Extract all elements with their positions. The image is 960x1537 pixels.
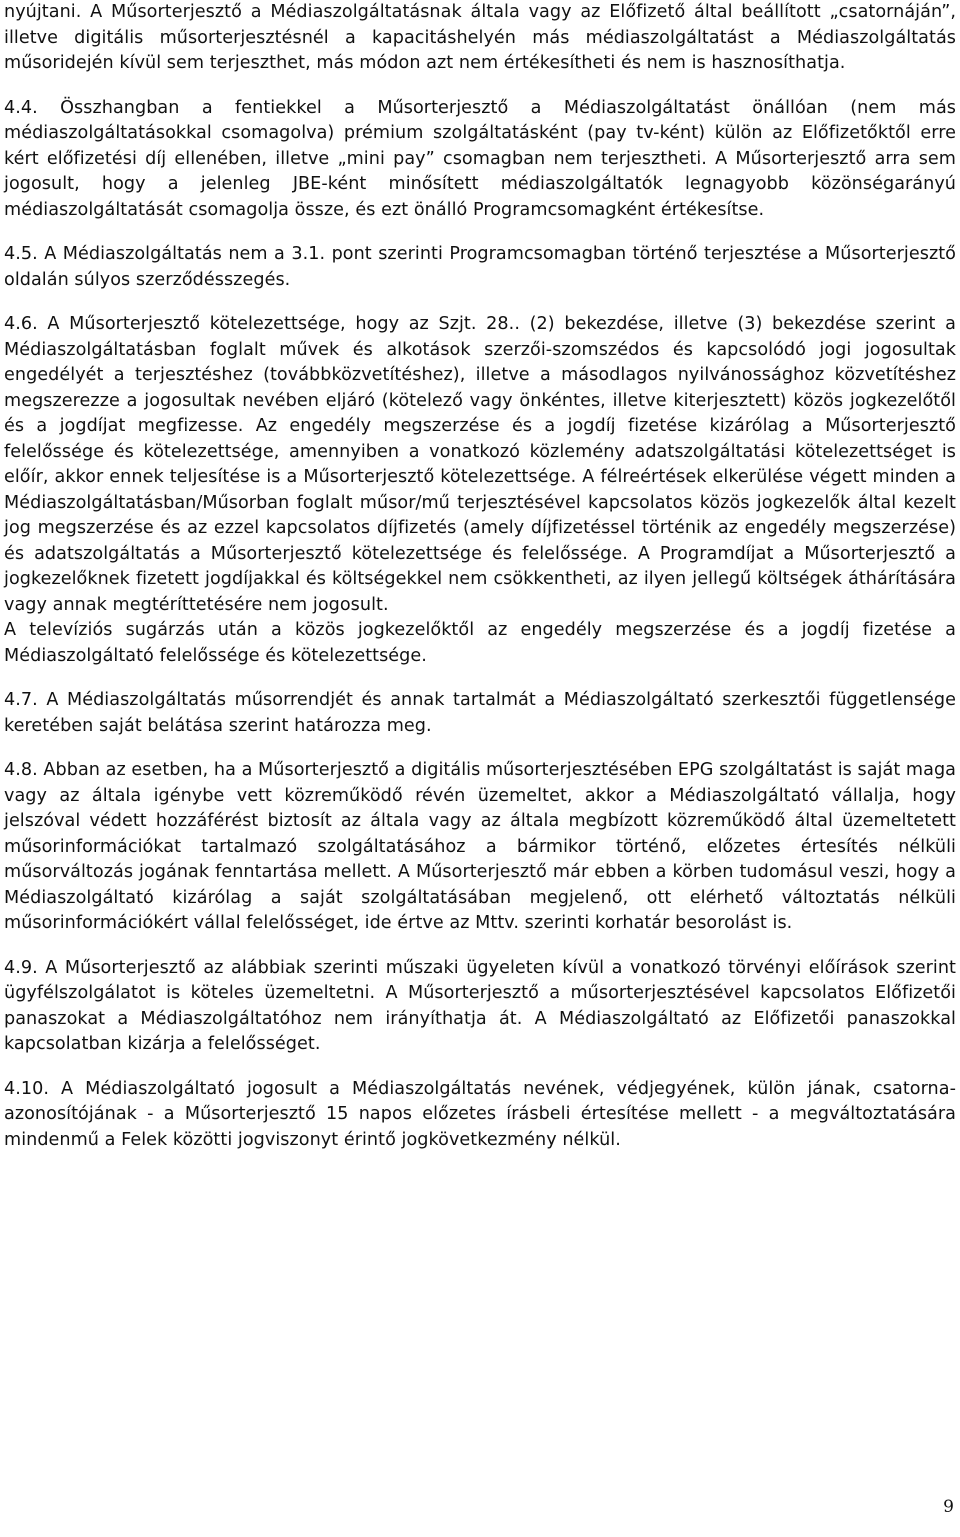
paragraph-4-6-addendum: A televíziós sugárzás után a közös jogkezelőktől az engedély megszerzése és a jogdíj fizetése a Médiaszolgáltató felelőssége és kötelezettsége.: [4, 620, 956, 666]
document-body: [4, 0, 956, 1153]
paragraph-4-4: 4.4. Összhangban a fentiekkel a Műsorterjesztő a Médiaszolgáltatást önállóan (nem más médiaszolgáltatásokkal csomagolva) prémium szolgáltatásként (pay tv-ként) külön az Előfizetőktől erre kért előfizetési díj ellenében, illetve „mini pay” csomagban nem terjesztheti. A Műsorterjesztő arra sem jogosult, hogy a jelenleg JBE-ként minősített médiaszolgáltatók legnagyobb közönségarányú médiaszolgáltatását csomagolja össze, és ezt önálló Programcsomagként értékesítse.: [4, 97, 956, 220]
paragraph-4-9: 4.9. A Műsorterjesztő az alábbiak szerinti műszaki ügyeleten kívül a vonatkozó törvényi előírások szerint ügyfélszolgálatot is köteles üzemeltetni. A Műsorterjesztő a műsorterjesztésével kapcsolatos Előfizetői panaszokat a Médiaszolgáltatóhoz nem irányíthatja át. A Médiaszolgáltató az Előfizetői panaszokkal kapcsolatban kizárja a felelősséget.: [4, 957, 956, 1054]
paragraph-4-7: 4.7. A Médiaszolgáltatás műsorrendjét és annak tartalmát a Médiaszolgáltató szerkesztői függetlensége keretében saját belátása szerint határozza meg.: [4, 690, 956, 736]
paragraph-4-10: 4.10. A Médiaszolgáltató jogosult a Médiaszolgáltatás nevének, védjegyének, külön jának, csatorna-azonosítójának - a Műsorterjesztő 15 napos előzetes írásbeli értesítése mellett - a megváltoztatására mindenmű a Felek közötti jogviszonyt érintő jogkövetkezmény nélkül.: [4, 1078, 956, 1150]
paragraph-4-8: 4.8. Abban az esetben, ha a Műsorterjesztő a digitális műsorterjesztésében EPG szolgáltatást is saját maga vagy az általa igénybe vett közreműködő révén üzemeltet, akkor a Médiaszolgáltató vállalja, hogy jelszóval védett hozzáférést biztosít az általa vagy az általa megbízott közreműködő által üzemeltetett műsorinformációkat tartalmazó szolgáltatásához a bármikor történő, előzetes értesítés nélküli műsorváltozás jogának fenntartása mellett. A Műsorterjesztő már ebben a körben tudomásul veszi, hogy a Médiaszolgáltató kizárólag a saját szolgáltatásában megjelenő, ott elérhető változtatás nélküli műsorinformációkért vállal felelősséget, ide értve az Mttv. szerinti korhatár besorolást is.: [4, 760, 956, 933]
paragraph-4-6: 4.6. A Műsorterjesztő kötelezettsége, hogy az Szjt. 28.. (2) bekezdése, illetve (3) bekezdése szerint a Médiaszolgáltatásban foglalt művek és alkotások szerzői-szomszédos és kapcsolódó jogi jogosultak engedélyét a terjesztéshez (továbbközvetítéshez), illetve a másodlagos nyilvánossághoz közvetítéshez megszerezze a jogosultak nevében eljáró (kötelező vagy önkéntes, illetve kiterjesztett) közös jogkezelőtől és a jogdíjat megfizesse. Az engedély megszerzése és a jogdíj fizetése kizárólag a Műsorterjesztő felelőssége és kötelezettsége, amennyiben a vonatkozó közlemény adatszolgáltatási kötelezettséget is előír, akkor ennek teljesítése is a Műsorterjesztő kötelezettsége. A félreértések elkerülése végett minden a Médiaszolgáltatásban/Műsorban foglalt műsor/mű terjesztésével kapcsolatos közös jogkezelők által kezelt jog megszerzése és az ezzel kapcsolatos díjfizetés (amely díjfizetéssel történik az engedély megszerzése) és adatszolgáltatás a Műsorterjesztő kötelezettsége és felelőssége. A Programdíjat a Műsorterjesztő a jogkezelőknek fizetett jogdíjakkal és költségekkel nem csökkentheti, az ilyen jellegű költségek áthárítására vagy annak megtéríttetésére nem jogosult.: [4, 314, 956, 615]
page-number: 9: [943, 1497, 954, 1517]
paragraph-4-5: 4.5. A Médiaszolgáltatás nem a 3.1. pont szerinti Programcsomagban történő terjesztése a Műsorterjesztő oldalán súlyos szerződésszegés.: [4, 244, 956, 290]
paragraph-continuation: nyújtani. A Műsorterjesztő a Médiaszolgáltatásnak általa vagy az Előfizető által beállított „csatornáján”, illetve digitális műsorterjesztésnél a kapacitáshelyén más médiaszolgáltatást a Médiaszolgáltatás műsoridején kívül sem terjeszthet, más módon azt nem értékesítheti és nem is hasznosíthatja.: [4, 2, 956, 73]
